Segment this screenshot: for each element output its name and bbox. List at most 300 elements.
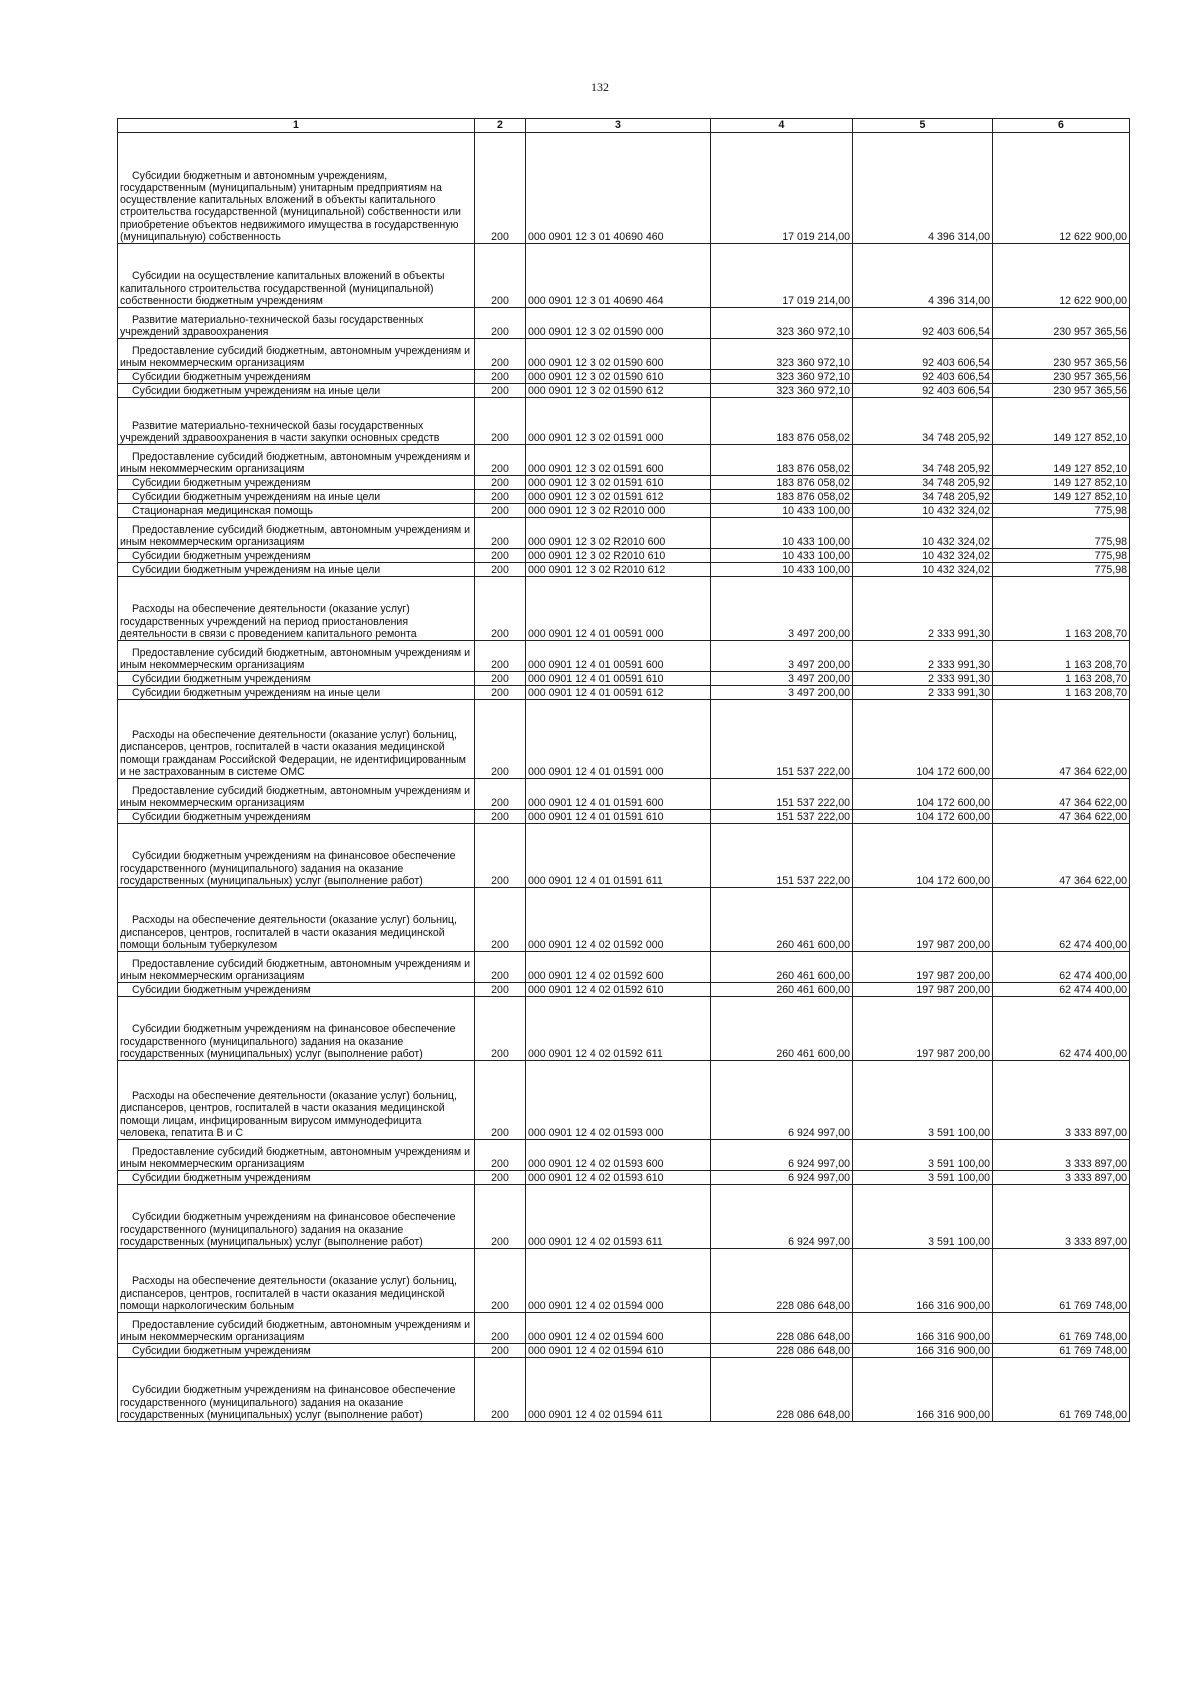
plan-amount-text: 6 924 997,00 [788,1235,850,1248]
admin-code [475,339,526,370]
budget-code-text: 000 0901 12 4 02 01594 600 [528,1330,664,1343]
remainder-amount-text: 61 769 748,00 [1059,1330,1127,1343]
admin-code [475,1171,526,1185]
budget-code-text: 000 0901 12 3 02 01591 000 [528,431,664,444]
remainder-amount-text: 230 957 365,56 [1053,356,1127,369]
budget-code [526,1140,711,1171]
executed-amount [853,1140,993,1171]
admin-code [475,370,526,384]
table-row [118,1185,1130,1249]
budget-code-text: 000 0901 12 4 02 01594 610 [528,1344,664,1357]
table-row [118,1171,1130,1185]
row-name-text: Расходы на обеспечение деятельности (оказание услуг) государственных учреждений на период приостановления деятельности в связи с проведением капитального ремонта [120,603,417,640]
executed-amount-text: 2 333 991,30 [928,672,990,685]
remainder-amount-text: 1 163 208,70 [1065,686,1127,699]
budget-code [526,810,711,824]
executed-amount-text: 166 316 900,00 [916,1408,990,1421]
row-name-text: Развитие материально-технической базы государственных учреждений здравоохранения в части закупки основных средств [120,419,440,444]
executed-amount-text: 10 432 324,02 [922,504,990,517]
executed-amount [853,1061,993,1140]
plan-amount-text: 183 876 058,02 [776,490,850,503]
plan-amount [711,779,853,810]
remainder-amount [993,549,1130,563]
row-name [118,700,475,779]
plan-amount [711,445,853,476]
remainder-amount-text: 62 474 400,00 [1059,969,1127,982]
remainder-amount [993,810,1130,824]
plan-amount-text: 151 537 222,00 [776,765,850,778]
row-name [118,445,475,476]
executed-amount [853,384,993,398]
plan-amount [711,997,853,1061]
budget-code-text: 000 0901 12 3 02 R2010 600 [528,535,666,548]
executed-amount [853,370,993,384]
remainder-amount [993,339,1130,370]
plan-amount-text: 260 461 600,00 [776,938,850,951]
row-name-text: Субсидии бюджетным учреждениям [132,1344,311,1357]
budget-code [526,824,711,888]
budget-code-text: 000 0901 12 4 02 01593 600 [528,1157,664,1170]
budget-code [526,133,711,244]
executed-amount-text: 166 316 900,00 [916,1299,990,1312]
admin-code-text: 200 [491,874,509,887]
budget-code-text: 000 0901 12 4 01 01591 600 [528,796,664,809]
row-name-text: Субсидии бюджетным учреждениям [132,810,311,823]
admin-code-text: 200 [491,230,509,243]
budget-code-text: 000 0901 12 3 01 40690 460 [528,230,664,243]
admin-code [475,549,526,563]
executed-amount [853,888,993,952]
budget-code-text: 000 0901 12 4 01 01591 610 [528,810,664,823]
table-row [118,1313,1130,1344]
plan-amount-text: 3 497 200,00 [788,658,850,671]
remainder-amount [993,518,1130,549]
budget-code-text: 000 0901 12 4 02 01592 600 [528,969,664,982]
admin-code [475,997,526,1061]
budget-code [526,490,711,504]
plan-amount-text: 10 433 100,00 [782,535,850,548]
admin-code [475,133,526,244]
row-name [118,1313,475,1344]
row-name-text: Расходы на обеспечение деятельности (оказание услуг) больниц, диспансеров, центров, госпиталей в части оказания медицинской помощи лицам, инфицированным вирусом иммунодефицита человека, гепатита В и С [120,1090,457,1139]
admin-code-text: 200 [491,563,509,576]
table-row [118,641,1130,672]
admin-code [475,952,526,983]
row-name [118,810,475,824]
budget-code [526,1358,711,1422]
table-row [118,476,1130,490]
column-header: 2 [475,119,526,133]
executed-amount [853,504,993,518]
admin-code-text: 200 [491,1126,509,1139]
row-name [118,490,475,504]
remainder-amount-text: 3 333 897,00 [1065,1171,1127,1184]
admin-code-text: 200 [491,1235,509,1248]
row-name-text: Субсидии бюджетным учреждениям на иные цели [132,686,381,699]
plan-amount [711,1185,853,1249]
remainder-amount [993,445,1130,476]
column-header: 1 [118,119,475,133]
admin-code-text: 200 [491,370,509,383]
admin-code [475,518,526,549]
row-name-text: Субсидии бюджетным учреждениям [132,370,311,383]
remainder-amount [993,384,1130,398]
row-name [118,308,475,339]
plan-amount [711,983,853,997]
executed-amount [853,1313,993,1344]
remainder-amount-text: 230 957 365,56 [1053,384,1127,397]
remainder-amount-text: 149 127 852,10 [1053,490,1127,503]
remainder-amount-text: 61 769 748,00 [1059,1408,1127,1421]
remainder-amount [993,133,1130,244]
budget-code [526,339,711,370]
row-name [118,641,475,672]
admin-code-text: 200 [491,1408,509,1421]
table-row [118,983,1130,997]
budget-code-text: 000 0901 12 4 02 01593 611 [528,1235,663,1248]
budget-code-text: 000 0901 12 3 02 01591 612 [528,490,664,503]
plan-amount-text: 10 433 100,00 [782,563,850,576]
executed-amount-text: 3 591 100,00 [928,1235,990,1248]
budget-code-text: 000 0901 12 3 02 01591 610 [528,476,664,489]
admin-code-text: 200 [491,627,509,640]
remainder-amount [993,1313,1130,1344]
row-name-text: Субсидии бюджетным учреждениям на финансовое обеспечение государственного (муниципального) задания на оказание государственных (муниципальных) услуг (выполнение работ) [120,1023,456,1060]
page-number: 132 [591,80,609,94]
executed-amount [853,1358,993,1422]
row-name [118,952,475,983]
row-name [118,563,475,577]
row-name [118,824,475,888]
plan-amount [711,476,853,490]
executed-amount-text: 104 172 600,00 [916,796,990,809]
row-name [118,504,475,518]
admin-code-text: 200 [491,969,509,982]
executed-amount-text: 3 591 100,00 [928,1171,990,1184]
row-name [118,779,475,810]
table-row [118,686,1130,700]
admin-code-text: 200 [491,672,509,685]
row-name [118,1344,475,1358]
admin-code-text: 200 [491,490,509,503]
remainder-amount-text: 1 163 208,70 [1065,672,1127,685]
plan-amount [711,1344,853,1358]
admin-code [475,476,526,490]
admin-code-text: 200 [491,1344,509,1357]
row-name-text: Предоставление субсидий бюджетным, автономным учреждениям и иным некоммерческим организациям [120,1145,471,1170]
executed-amount [853,133,993,244]
plan-amount [711,504,853,518]
admin-code [475,1249,526,1313]
row-name-text: Предоставление субсидий бюджетным, автономным учреждениям и иным некоммерческим организациям [120,784,471,809]
table-row [118,700,1130,779]
row-name-text: Предоставление субсидий бюджетным, автономным учреждениям и иным некоммерческим организациям [120,450,471,475]
column-header: 6 [993,119,1130,133]
executed-amount-text: 197 987 200,00 [916,983,990,996]
admin-code-text: 200 [491,356,509,369]
plan-amount [711,563,853,577]
row-name-text: Расходы на обеспечение деятельности (оказание услуг) больниц, диспансеров, центров, госпиталей в части оказания медицинской помощи больным туберкулезом [120,914,457,951]
remainder-amount-text: 47 364 622,00 [1059,810,1127,823]
remainder-amount [993,824,1130,888]
remainder-amount [993,1171,1130,1185]
admin-code [475,398,526,445]
table-row [118,244,1130,308]
admin-code-text: 200 [491,686,509,699]
remainder-amount-text: 230 957 365,56 [1053,325,1127,338]
plan-amount [711,810,853,824]
row-name-text: Субсидии бюджетным и автономным учреждениям, государственным (муниципальным) унитарным предприятиям на осуществление капитальных вложений в объекты капитального строительства государственной (муниципальной) собственности или приобретение объектов недвижимого имущества в государственную (муниципальную) собственность [120,169,461,243]
budget-code-text: 000 0901 12 3 02 01590 610 [528,370,664,383]
column-header: 5 [853,119,993,133]
budget-code [526,686,711,700]
remainder-amount [993,370,1130,384]
executed-amount [853,577,993,641]
plan-amount [711,398,853,445]
executed-amount [853,339,993,370]
executed-amount-text: 166 316 900,00 [916,1344,990,1357]
remainder-amount [993,686,1130,700]
budget-code [526,244,711,308]
remainder-amount [993,398,1130,445]
plan-amount-text: 183 876 058,02 [776,462,850,475]
admin-code [475,1344,526,1358]
budget-code-text: 000 0901 12 4 01 00591 600 [528,658,664,671]
executed-amount-text: 166 316 900,00 [916,1330,990,1343]
budget-code-text: 000 0901 12 4 01 01591 611 [528,874,663,887]
budget-code-text: 000 0901 12 4 02 01593 610 [528,1171,664,1184]
remainder-amount [993,997,1130,1061]
row-name [118,244,475,308]
row-name [118,549,475,563]
plan-amount [711,1061,853,1140]
budget-code-text: 000 0901 12 4 01 00591 610 [528,672,664,685]
remainder-amount [993,476,1130,490]
budget-code-text: 000 0901 12 3 02 01590 600 [528,356,664,369]
executed-amount-text: 197 987 200,00 [916,938,990,951]
plan-amount-text: 17 019 214,00 [782,230,850,243]
budget-code [526,700,711,779]
admin-code-text: 200 [491,549,509,562]
admin-code-text: 200 [491,796,509,809]
remainder-amount-text: 149 127 852,10 [1053,462,1127,475]
remainder-amount-text: 775,98 [1094,549,1127,562]
budget-code-text: 000 0901 12 3 01 40690 464 [528,294,664,307]
admin-code [475,888,526,952]
executed-amount-text: 92 403 606,54 [922,384,990,397]
plan-amount [711,339,853,370]
budget-code-text: 000 0901 12 4 02 01592 000 [528,938,664,951]
row-name [118,997,475,1061]
remainder-amount-text: 775,98 [1094,563,1127,576]
budget-code-text: 000 0901 12 4 01 00591 000 [528,627,664,640]
plan-amount-text: 323 360 972,10 [776,325,850,338]
table-row [118,1140,1130,1171]
row-name [118,133,475,244]
remainder-amount [993,888,1130,952]
plan-amount-text: 323 360 972,10 [776,370,850,383]
admin-code-text: 200 [491,983,509,996]
plan-amount [711,1171,853,1185]
row-name [118,476,475,490]
plan-amount [711,1140,853,1171]
executed-amount [853,1249,993,1313]
admin-code [475,308,526,339]
executed-amount-text: 197 987 200,00 [916,1047,990,1060]
budget-code [526,445,711,476]
row-name [118,370,475,384]
row-name-text: Субсидии бюджетным учреждениям [132,476,311,489]
remainder-amount-text: 62 474 400,00 [1059,983,1127,996]
budget-code [526,1249,711,1313]
table-row [118,779,1130,810]
plan-amount-text: 6 924 997,00 [788,1171,850,1184]
executed-amount-text: 34 748 205,92 [922,476,990,489]
executed-amount-text: 2 333 991,30 [928,658,990,671]
table-row [118,1344,1130,1358]
table-row [118,308,1130,339]
remainder-amount [993,490,1130,504]
executed-amount-text: 92 403 606,54 [922,356,990,369]
row-name-text: Расходы на обеспечение деятельности (оказание услуг) больниц, диспансеров, центров, госпиталей в части оказания медицинской помощи гражданам Российской Федерации, не идентифицированным и не застрахованным в системе ОМС [120,729,466,778]
budget-code-text: 000 0901 12 4 02 01592 611 [528,1047,663,1060]
remainder-amount [993,1185,1130,1249]
row-name [118,1061,475,1140]
executed-amount [853,672,993,686]
row-name [118,1171,475,1185]
executed-amount [853,686,993,700]
plan-amount-text: 183 876 058,02 [776,476,850,489]
executed-amount-text: 10 432 324,02 [922,563,990,576]
row-name-text: Субсидии бюджетным учреждениям на иные цели [132,384,381,397]
executed-amount [853,1185,993,1249]
plan-amount [711,490,853,504]
plan-amount [711,641,853,672]
remainder-amount-text: 62 474 400,00 [1059,1047,1127,1060]
admin-code [475,810,526,824]
plan-amount [711,686,853,700]
executed-amount [853,244,993,308]
executed-amount [853,810,993,824]
row-name-text: Расходы на обеспечение деятельности (оказание услуг) больниц, диспансеров, центров, госпиталей в части оказания медицинской помощи наркологическим больным [120,1275,457,1312]
executed-amount [853,641,993,672]
budget-code [526,983,711,997]
row-name-text: Предоставление субсидий бюджетным, автономным учреждениям и иным некоммерческим организациям [120,957,471,982]
header-row [118,119,1130,133]
table-row [118,384,1130,398]
executed-amount [853,398,993,445]
executed-amount [853,518,993,549]
admin-code-text: 200 [491,431,509,444]
plan-amount [711,1313,853,1344]
table-row [118,549,1130,563]
row-name [118,1140,475,1171]
executed-amount [853,952,993,983]
row-name-text: Предоставление субсидий бюджетным, автономным учреждениям и иным некоммерческим организациям [120,1318,471,1343]
remainder-amount [993,1249,1130,1313]
budget-code [526,672,711,686]
budget-code-text: 000 0901 12 3 02 R2010 612 [528,563,666,576]
table-row [118,445,1130,476]
executed-amount [853,1171,993,1185]
remainder-amount-text: 47 364 622,00 [1059,765,1127,778]
admin-code [475,641,526,672]
remainder-amount-text: 230 957 365,56 [1053,370,1127,383]
row-name-text: Субсидии бюджетным учреждениям [132,1171,311,1184]
executed-amount [853,983,993,997]
executed-amount-text: 10 432 324,02 [922,549,990,562]
remainder-amount-text: 61 769 748,00 [1059,1344,1127,1357]
remainder-amount-text: 12 622 900,00 [1059,294,1127,307]
row-name-text: Субсидии бюджетным учреждениям [132,672,311,685]
table-row [118,997,1130,1061]
budget-code [526,398,711,445]
table-body [118,133,1130,1422]
budget-code [526,577,711,641]
table-row [118,1358,1130,1422]
budget-code [526,952,711,983]
plan-amount-text: 17 019 214,00 [782,294,850,307]
admin-code-text: 200 [491,504,509,517]
table-row [118,504,1130,518]
budget-code [526,370,711,384]
remainder-amount-text: 775,98 [1094,535,1127,548]
remainder-amount-text: 47 364 622,00 [1059,874,1127,887]
executed-amount [853,445,993,476]
plan-amount [711,518,853,549]
plan-amount-text: 10 433 100,00 [782,504,850,517]
plan-amount-text: 260 461 600,00 [776,969,850,982]
plan-amount [711,384,853,398]
row-name-text: Субсидии бюджетным учреждениям на финансовое обеспечение государственного (муниципального) задания на оказание государственных (муниципальных) услуг (выполнение работ) [120,1384,456,1421]
budget-code [526,1344,711,1358]
admin-code-text: 200 [491,765,509,778]
remainder-amount-text: 12 622 900,00 [1059,230,1127,243]
admin-code-text: 200 [491,1330,509,1343]
plan-amount [711,672,853,686]
admin-code-text: 200 [491,1047,509,1060]
plan-amount-text: 228 086 648,00 [776,1344,850,1357]
remainder-amount [993,563,1130,577]
executed-amount [853,476,993,490]
executed-amount [853,824,993,888]
plan-amount-text: 3 497 200,00 [788,627,850,640]
budget-code-text: 000 0901 12 3 02 01590 612 [528,384,664,397]
executed-amount-text: 4 396 314,00 [928,294,990,307]
table-row [118,339,1130,370]
budget-code-text: 000 0901 12 4 02 01594 611 [528,1408,663,1421]
admin-code-text: 200 [491,1299,509,1312]
executed-amount-text: 104 172 600,00 [916,874,990,887]
row-name-text: Субсидии бюджетным учреждениям на иные цели [132,563,381,576]
row-name [118,1249,475,1313]
executed-amount [853,1344,993,1358]
executed-amount-text: 34 748 205,92 [922,431,990,444]
admin-code-text: 200 [491,462,509,475]
row-name [118,672,475,686]
budget-code [526,1061,711,1140]
budget-code-text: 000 0901 12 4 02 01593 000 [528,1126,664,1139]
remainder-amount-text: 47 364 622,00 [1059,796,1127,809]
row-name [118,577,475,641]
plan-amount [711,308,853,339]
plan-amount-text: 260 461 600,00 [776,1047,850,1060]
plan-amount [711,549,853,563]
remainder-amount-text: 149 127 852,10 [1053,476,1127,489]
row-name [118,1358,475,1422]
remainder-amount [993,308,1130,339]
table-row [118,1061,1130,1140]
